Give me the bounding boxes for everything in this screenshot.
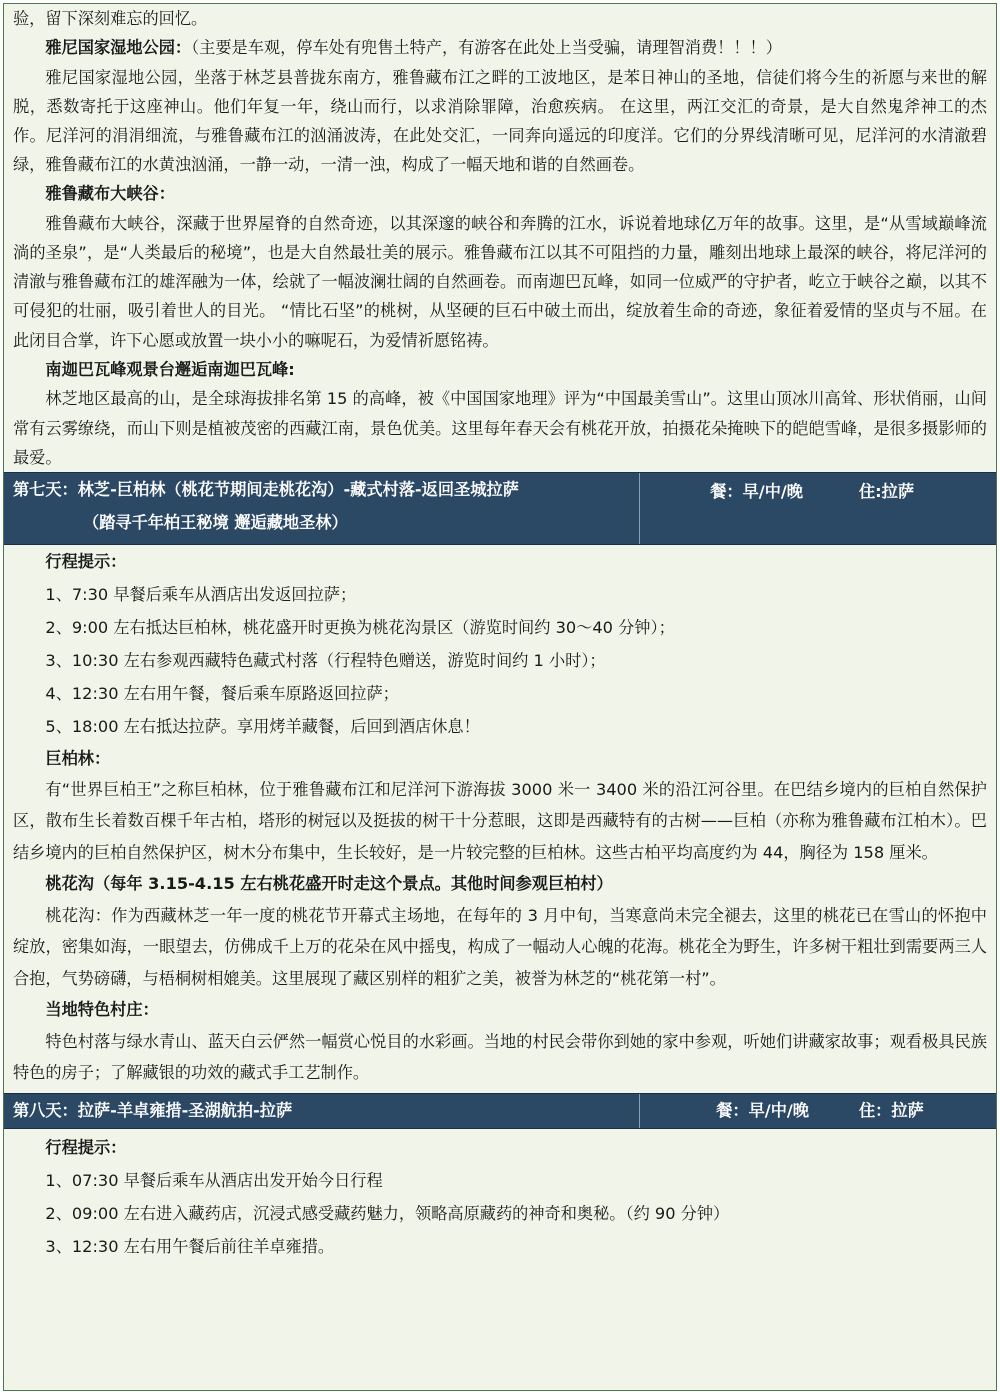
day8-tip: 2、09:00 左右进入藏药店，沉浸式感受藏药魅力，领略高原藏药的神奇和奥秘。（约 90 分钟） xyxy=(45,1203,730,1223)
day7-tip: 3、10:30 左右参观西藏特色藏式村落（行程特色赠送，游览时间约 1 小时）； xyxy=(45,650,606,670)
village-paragraph: 特色村落与绿水青山、蓝天白云俨然一幅赏心悦目的水彩画。当地的村民会带你到她的家中参观，听她们讲藏家故事；观看极具民族特色的房子；了解藏银的功效的藏式手工艺制作。 xyxy=(13,1031,987,1083)
day7-tip: 2、9:00 左右抵达巨柏林，桃花盛开时更换为桃花沟景区（游览时间约 30～40 分钟）； xyxy=(45,617,675,637)
day7-tip: 4、12:30 左右用午餐，餐后乘车原路返回拉萨； xyxy=(45,683,399,703)
day7-title-line2: （踏寻千年柏王秘境 邂逅藏地圣林） xyxy=(83,512,348,532)
canyon-paragraph: 雅鲁藏布大峡谷，深藏于世界屋脊的自然奇迹，以其深邃的峡谷和奔腾的江水，诉说着地球亿万年的故事。这里，是“从雪域巅峰流淌的圣泉”，是“人类最后的秘境”，也是大自然最壮美的展示。雅鲁藏布江以其不可阻挡的力量，雕刻出地球上最深的峡谷，将尼洋河的清澈与雅鲁藏布江的雄浑融为一体，绘就了一幅波澜壮阔的自然画卷。而南迦巴瓦峰，如同一位威严的守护者，屹立于峡谷之巅，以其不可侵犯的壮丽，吸引着世人的目光。 “情比石坚”的桃树，从坚硬的巨石中破土而出，绽放着生命的奇迹，象征着爱情的坚贞与不屈。在此闭目合掌，许下心愿或放置一块小小的嘛呢石，为爱情祈愿铭祷。 xyxy=(13,213,987,350)
namjagbarwa-paragraph: 林芝地区最高的山，是全球海拔排名第 15 的高峰，被《中国国家地理》评为“中国最美雪山”。这里山顶冰川高耸、形状俏丽，山间常有云雾缭绕，而山下则是植被茂密的西藏江南，景色优美。这里每年春天会有桃花开放，拍摄花朵掩映下的皑皑雪峰，是很多摄影师的最爱。 xyxy=(13,389,987,467)
intro-section xyxy=(4,4,996,472)
day7-tip: 5、18:00 左右抵达拉萨。享用烤羊藏餐，后回到酒店休息！ xyxy=(45,716,480,736)
day8-tips-title: 行程提示： xyxy=(45,1137,127,1157)
day8-tip: 1、07:30 早餐后乘车从酒店出发开始今日行程 xyxy=(45,1170,383,1190)
day7-title xyxy=(4,473,640,544)
yani-title: 雅尼国家湿地公园： xyxy=(45,38,192,57)
day7-header xyxy=(4,472,996,545)
day8-title: 第八天：拉萨-羊卓雍措-圣湖航拍-拉萨 xyxy=(4,1094,640,1128)
day7-tip: 1、7:30 早餐后乘车从酒店出发返回拉萨； xyxy=(45,584,357,604)
day8-tip: 3、12:30 左右用午餐后前往羊卓雍措。 xyxy=(45,1236,335,1256)
day8-header xyxy=(4,1093,996,1129)
yani-heading xyxy=(13,33,987,63)
day8-section xyxy=(4,1129,996,1263)
jubai-heading: 巨柏林： xyxy=(45,748,111,768)
day8-meal: 餐：早/中/晚 xyxy=(716,1100,809,1120)
canyon-heading: 雅鲁藏布大峡谷： xyxy=(45,184,175,204)
itinerary-page xyxy=(3,3,997,1391)
taohua-paragraph: 桃花沟：作为西藏林芝一年一度的桃花节开幕式主场地，在每年的 3 月中旬，当寒意尚未完全褪去，这里的桃花已在雪山的怀抱中绽放，密集如海，一眼望去，仿佛成千上万的花朵在风中摇曳，构成了一幅动人心魄的花海。桃花全为野生，许多树干粗壮到需要两三人合抱，气势磅礴，与梧桐树相媲美。这里展现了藏区别样的粗犷之美，被誉为林芝的“桃花第一村”。 xyxy=(13,905,987,988)
yani-note: （主要是车观，停车处有兜售土特产，有游客在此处上当受骗，请理智消费！！！） xyxy=(191,38,782,57)
day7-title-line1: 第七天：林芝-巨柏林（桃花节期间走桃花沟）-藏式村落-返回圣城拉萨 xyxy=(13,479,519,499)
namjagbarwa-heading: 南迦巴瓦峰观景台邂逅南迦巴瓦峰: xyxy=(45,359,295,379)
day7-tips-title: 行程提示： xyxy=(45,551,127,571)
day7-stay: 住:拉萨 xyxy=(859,481,915,501)
day7-section xyxy=(4,545,996,1089)
yani-paragraph: 雅尼国家湿地公园，坐落于林芝县普拢东南方，雅鲁藏布江之畔的工波地区，是苯日神山的圣地，信徒们将今生的祈愿与来世的解脱，悉数寄托于这座神山。他们年复一年，绕山而行，以求消除罪障，治愈疾病。 在这里，两江交汇的奇景，是大自然鬼斧神工的杰作。尼洋河的涓涓细流，与雅鲁藏布江的汹涌波涛，在此处交汇，一同奔向遥远的印度洋。它们的分界线清晰可见，尼洋河的水清澈碧绿，雅鲁藏布江的水黄浊汹涌，一静一动，一清一浊，构成了一幅天地和谐的自然画卷。 xyxy=(13,67,987,175)
taohua-heading: 桃花沟（每年 3.15-4.15 左右桃花盛开时走这个景点。其他时间参观巨柏村） xyxy=(45,874,613,894)
continued-line: 验，留下深刻难忘的回忆。 xyxy=(13,9,208,28)
day7-meal: 餐：早/中/晚 xyxy=(710,481,803,501)
day8-stay: 住：拉萨 xyxy=(859,1100,924,1120)
jubai-paragraph: 有“世界巨柏王”之称巨柏林，位于雅鲁藏布江和尼洋河下游海拔 3000 米一 3400 米的沿江河谷里。在巴结乡境内的巨柏自然保护区，散布生长着数百棵千年古柏，塔形的树冠以及挺拔的树干十分惹眼，这即是西藏特有的古树——巨柏（亦称为雅鲁藏布江柏木）。巴结乡境内的巨柏自然保护区，树木分布集中，生长较好，是一片较完整的巨柏林。这些古柏平均高度约为 44，胸径为 158 厘米。 xyxy=(13,779,987,862)
village-heading: 当地特色村庄： xyxy=(45,1000,159,1020)
